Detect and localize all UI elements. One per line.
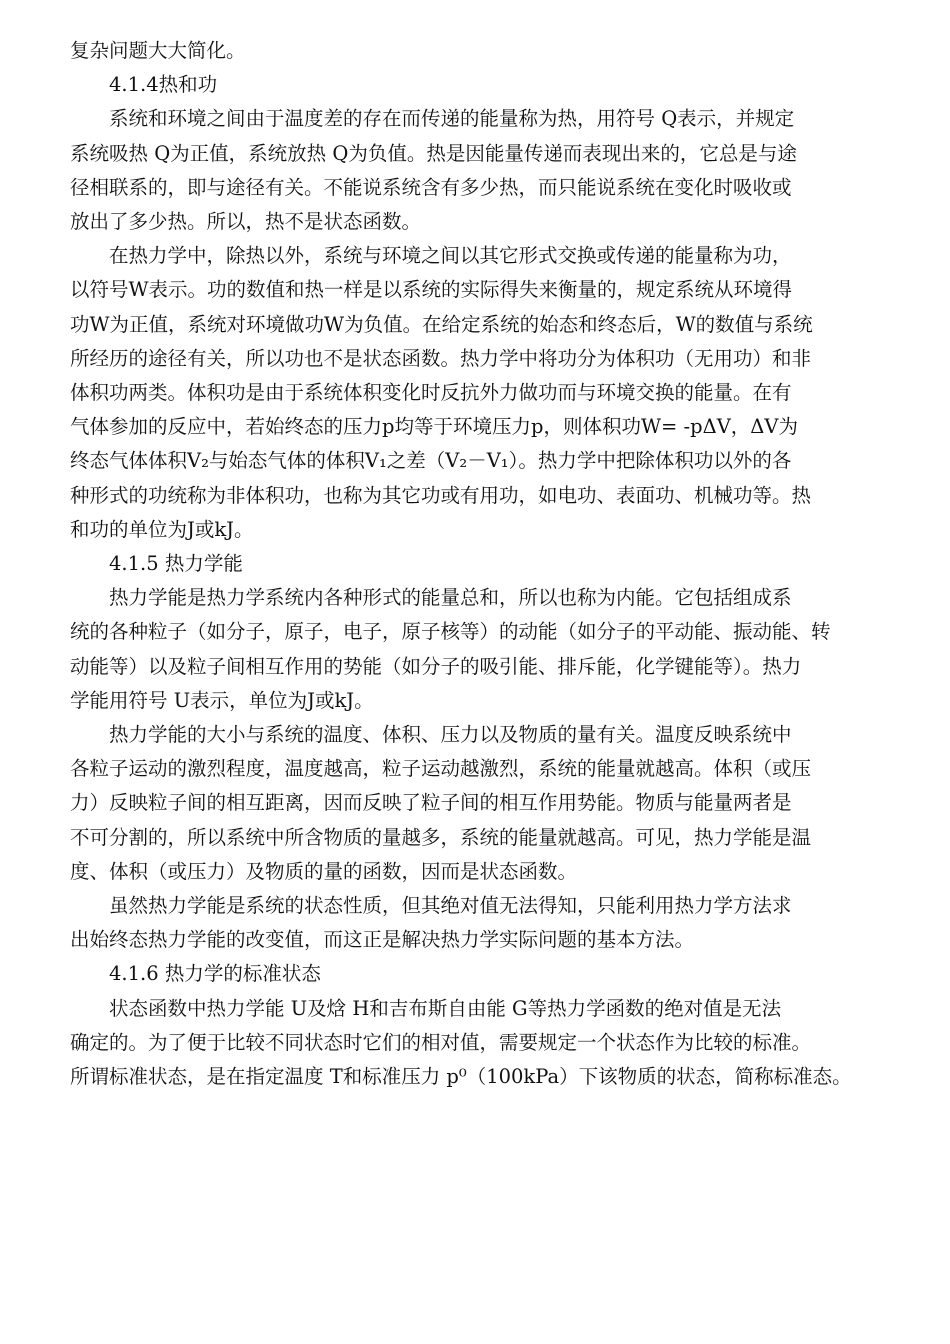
text-line: 系统吸热 Q为正值，系统放热 Q为负值。热是因能量传递而表现出来的，它总是与途	[70, 141, 797, 165]
text-line: 所经历的途径有关，所以功也不是状态函数。热力学中将功分为体积功（无用功）和非	[70, 346, 812, 370]
section-heading-4-1-4	[70, 68, 894, 102]
text-line: 种形式的功统称为非体积功，也称为其它功或有用功，如电功、表面功、机械功等。热	[70, 483, 812, 507]
heading-text: 4.1.5 热力学能	[109, 552, 243, 576]
text-line: 度、体积（或压力）及物质的量的函数，因而是状态函数。	[70, 859, 578, 883]
text-line: 径相联系的，即与途径有关。不能说系统含有多少热，而只能说系统在变化时吸收或	[70, 175, 792, 199]
text-line: 在热力学中，除热以外，系统与环境之间以其它形式交换或传递的能量称为功，	[109, 244, 792, 268]
paragraph-heat	[70, 102, 894, 239]
text-line: 功W为正值，系统对环境做功W为负值。在给定系统的始态和终态后，W的数值与系统	[70, 312, 813, 336]
text-line: 学能用符号 U表示，单位为J或kJ。	[70, 688, 374, 712]
text-line: 统的各种粒子（如分子，原子，电子，原子核等）的动能（如分子的平动能、振动能、转	[70, 620, 831, 644]
text-line: 体积功两类。体积功是由于系统体积变化时反抗外力做功而与环境交换的能量。在有	[70, 381, 792, 405]
paragraph-continuation	[70, 34, 894, 68]
text-line: 放出了多少热。所以，热不是状态函数。	[70, 210, 422, 234]
paragraph-standard-state	[70, 992, 894, 1095]
text-line: 气体参加的反应中，若始终态的压力p均等于环境压力p，则体积功W= -pΔV，ΔV为	[70, 415, 798, 439]
text-line: 所谓标准状态，是在指定温度 T和标准压力 p⁰（100kPa）下该物质的状态，简称标准态。	[70, 1065, 852, 1089]
paragraph-internal-energy-change	[70, 889, 894, 957]
text-line: 状态函数中热力学能 U及焓 H和吉布斯自由能 G等热力学函数的绝对值是无法	[109, 996, 782, 1020]
text-line: 和功的单位为J或kJ。	[70, 517, 254, 541]
section-heading-4-1-6	[70, 957, 894, 991]
text-line: 热力学能的大小与系统的温度、体积、压力以及物质的量有关。温度反映系统中	[109, 723, 792, 747]
text-line: 系统和环境之间由于温度差的存在而传递的能量称为热，用符号 Q表示，并规定	[109, 107, 795, 131]
text-line: 动能等）以及粒子间相互作用的势能（如分子的吸引能、排斥能，化学键能等）。热力	[70, 654, 802, 678]
text-line: 力）反映粒子间的相互距离，因而反映了粒子间的相互作用势能。物质与能量两者是	[70, 791, 792, 815]
text-line: 不可分割的，所以系统中所含物质的量越多，系统的能量就越高。可见，热力学能是温	[70, 825, 812, 849]
text-line: 以符号W表示。功的数值和热一样是以系统的实际得失来衡量的，规定系统从环境得	[70, 278, 793, 302]
paragraph-internal-energy-definition	[70, 581, 894, 718]
paragraph-internal-energy-factors	[70, 718, 894, 889]
text-line: 确定的。为了便于比较不同状态时它们的相对值，需要规定一个状态作为比较的标准。	[70, 1030, 812, 1054]
heading-text: 4.1.4热和功	[109, 73, 218, 97]
section-heading-4-1-5	[70, 547, 894, 581]
text-line: 出始终态热力学能的改变值，而这正是解决热力学实际问题的基本方法。	[70, 928, 695, 952]
heading-text: 4.1.6 热力学的标准状态	[109, 962, 321, 986]
text-line: 复杂问题大大简化。	[70, 39, 246, 62]
text-line: 各粒子运动的激烈程度，温度越高，粒子运动越激烈，系统的能量就越高。体积（或压	[70, 757, 812, 781]
text-line: 虽然热力学能是系统的状态性质，但其绝对值无法得知，只能利用热力学方法求	[109, 894, 792, 918]
text-line: 热力学能是热力学系统内各种形式的能量总和，所以也称为内能。它包括组成系	[109, 586, 792, 610]
paragraph-work	[70, 239, 894, 547]
text-line: 终态气体体积V₂与始态气体的体积V₁之差（V₂－V₁）。热力学中把除体积功以外的各	[70, 449, 792, 473]
